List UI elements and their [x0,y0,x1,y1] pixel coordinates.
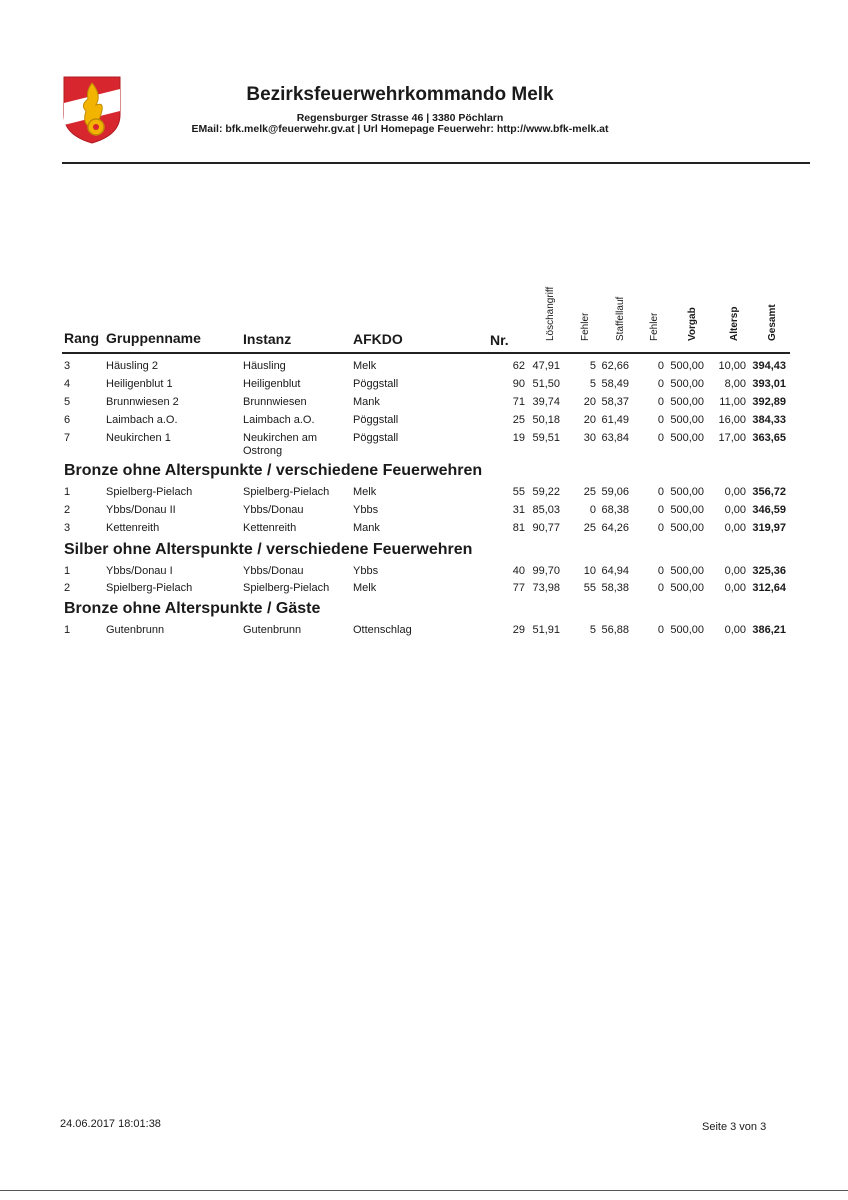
cell-altersp: 0,00 [724,504,746,516]
cell-instanz: Laimbach a.O. [243,414,315,426]
col-header-rang: Rang [64,330,99,346]
table-row [0,504,848,522]
cell-staffellauf: 68,38 [601,504,629,516]
cell-loeschangriff: 85,03 [532,504,560,516]
cell-gruppenname: Spielberg-Pielach [106,486,193,498]
cell-staffellauf: 62,66 [601,360,629,372]
table-header-divider [62,352,790,354]
col-header-altersp: Altersp [729,306,740,341]
cell-loeschangriff: 47,91 [532,360,560,372]
cell-loeschangriff: 51,50 [532,378,560,390]
cell-afkdo: Mank [353,396,380,408]
cell-afkdo: Ybbs [353,504,379,516]
cell-gruppenname: Häusling 2 [106,360,158,372]
cell-altersp: 0,00 [724,486,746,498]
cell-afkdo: Melk [353,360,377,372]
cell-rang: 5 [64,396,71,408]
section-heading: Bronze ohne Alterspunkte / Gäste [64,600,321,617]
cell-fehler-2: 0 [657,432,664,444]
table-row [0,624,848,642]
cell-nr: 71 [512,396,525,408]
cell-staffellauf: 58,38 [601,582,629,594]
section-heading: Bronze ohne Alterspunkte / verschiedene Feuerwehren [64,462,483,479]
print-timestamp: 24.06.2017 18:01:38 [60,1118,161,1130]
cell-fehler-1: 20 [583,414,596,426]
cell-fehler-2: 0 [657,360,664,372]
cell-instanz: Neukirchen am [243,432,317,444]
cell-rang: 1 [64,624,71,636]
organization-name: Bezirksfeuerwehrkommando Melk [246,84,554,105]
table-row [0,565,848,583]
cell-loeschangriff: 59,51 [532,432,560,444]
cell-instanz: Brunnwiesen [243,396,307,408]
cell-instanz: Ybbs/Donau [243,565,304,577]
col-header-loeschangriff: Löschangriff [545,286,556,341]
cell-altersp: 0,00 [724,565,746,577]
cell-instanz-line-2: Ostrong [243,445,283,457]
cell-rang: 6 [64,414,71,426]
header-divider [62,162,810,164]
cell-nr: 81 [512,522,525,534]
cell-altersp: 0,00 [724,522,746,534]
cell-nr: 77 [512,582,525,594]
cell-staffellauf: 56,88 [601,624,629,636]
cell-instanz: Kettenreith [243,522,297,534]
cell-fehler-2: 0 [657,486,664,498]
cell-nr: 62 [512,360,525,372]
cell-fehler-2: 0 [657,565,664,577]
cell-staffellauf: 64,94 [601,565,629,577]
cell-instanz: Spielberg-Pielach [243,582,330,594]
cell-nr: 90 [512,378,525,390]
cell-fehler-1: 10 [583,565,596,577]
cell-fehler-2: 0 [657,522,664,534]
col-header-gesamt: Gesamt [767,304,778,341]
cell-afkdo: Ottenschlag [353,624,412,636]
table-row [0,432,848,460]
cell-vorgabe: 500,00 [670,414,704,426]
cell-fehler-1: 5 [589,624,596,636]
cell-rang: 3 [64,522,71,534]
cell-fehler-2: 0 [657,378,664,390]
cell-instanz: Häusling [243,360,286,372]
cell-loeschangriff: 99,70 [532,565,560,577]
cell-fehler-2: 0 [657,396,664,408]
cell-vorgabe: 500,00 [670,378,704,390]
cell-gesamt: 394,43 [752,360,786,372]
cell-instanz: Gutenbrunn [243,624,302,636]
cell-nr: 40 [512,565,525,577]
cell-afkdo: Pöggstall [353,378,399,390]
cell-afkdo: Pöggstall [353,414,399,426]
table-row [0,582,848,600]
cell-instanz: Heiligenblut [243,378,301,390]
cell-gesamt: 386,21 [752,624,786,636]
cell-gesamt: 363,65 [752,432,786,444]
cell-fehler-1: 0 [589,504,596,516]
cell-loeschangriff: 50,18 [532,414,560,426]
cell-loeschangriff: 59,22 [532,486,560,498]
cell-instanz: Ybbs/Donau [243,504,304,516]
cell-vorgabe: 500,00 [670,504,704,516]
table-row [0,360,848,378]
cell-fehler-1: 25 [583,486,596,498]
cell-rang: 2 [64,582,71,594]
cell-gruppenname: Ybbs/Donau II [106,504,176,516]
cell-staffellauf: 58,37 [601,396,629,408]
cell-fehler-2: 0 [657,504,664,516]
cell-rang: 4 [64,378,71,390]
col-header-gruppenname: Gruppenname [106,330,201,346]
cell-gruppenname: Ybbs/Donau I [106,565,173,577]
cell-vorgabe: 500,00 [670,522,704,534]
cell-loeschangriff: 90,77 [532,522,560,534]
cell-gruppenname: Kettenreith [106,522,160,534]
cell-fehler-1: 20 [583,396,596,408]
cell-altersp: 0,00 [724,582,746,594]
cell-gruppenname: Brunnwiesen 2 [106,396,179,408]
cell-nr: 55 [512,486,525,498]
cell-staffellauf: 63,84 [601,432,629,444]
cell-altersp: 10,00 [718,360,746,372]
col-header-vorgab: Vorgab [687,307,698,341]
cell-gruppenname: Gutenbrunn [106,624,165,636]
cell-altersp: 16,00 [718,414,746,426]
table-row [0,378,848,396]
col-header-fehler-2: Fehler [649,312,660,341]
cell-nr: 25 [512,414,525,426]
cell-vorgabe: 500,00 [670,396,704,408]
cell-fehler-1: 5 [589,378,596,390]
cell-vorgabe: 500,00 [670,565,704,577]
organization-contact: EMail: bfk.melk@feuerwehr.gv.at | Url Homepage Feuerwehr: http://www.bfk-melk.at [191,123,609,135]
table-row [0,522,848,540]
cell-gesamt: 356,72 [752,486,786,498]
col-header-afkdo: AFKDO [353,331,403,347]
cell-altersp: 8,00 [724,378,746,390]
cell-loeschangriff: 39,74 [532,396,560,408]
cell-altersp: 17,00 [718,432,746,444]
cell-rang: 3 [64,360,71,372]
cell-nr: 31 [512,504,525,516]
page-bottom-edge [0,1190,848,1191]
cell-altersp: 11,00 [719,396,746,408]
cell-vorgabe: 500,00 [670,360,704,372]
cell-fehler-1: 30 [583,432,596,444]
section-heading: Silber ohne Alterspunkte / verschiedene Feuerwehren [64,541,473,558]
cell-rang: 1 [64,486,71,498]
cell-loeschangriff: 51,91 [532,624,560,636]
cell-gesamt: 319,97 [752,522,786,534]
cell-fehler-2: 0 [657,624,664,636]
cell-afkdo: Melk [353,486,377,498]
col-header-nr: Nr. [490,332,509,348]
cell-fehler-2: 0 [657,582,664,594]
cell-afkdo: Melk [353,582,377,594]
cell-instanz: Spielberg-Pielach [243,486,330,498]
cell-gesamt: 393,01 [752,378,786,390]
cell-staffellauf: 59,06 [601,486,629,498]
col-header-fehler-1: Fehler [580,312,591,341]
cell-nr: 19 [512,432,525,444]
cell-gruppenname: Spielberg-Pielach [106,582,193,594]
cell-gesamt: 346,59 [752,504,786,516]
cell-rang: 2 [64,504,71,516]
cell-fehler-1: 5 [589,360,596,372]
cell-altersp: 0,00 [724,624,746,636]
col-header-staffellauf: Staffellauf [615,296,626,341]
cell-gesamt: 325,36 [752,565,786,577]
cell-rang: 1 [64,565,71,577]
cell-fehler-2: 0 [657,414,664,426]
table-row [0,414,848,432]
page-number: Seite 3 von 3 [702,1121,767,1133]
col-header-instanz: Instanz [243,331,292,347]
cell-gruppenname: Laimbach a.O. [106,414,178,426]
cell-afkdo: Pöggstall [353,432,399,444]
cell-fehler-1: 55 [583,582,596,594]
cell-nr: 29 [512,624,525,636]
cell-gesamt: 312,64 [752,582,786,594]
cell-afkdo: Mank [353,522,380,534]
organization-address: Regensburger Strasse 46 | 3380 Pöchlarn [296,112,504,124]
fire-brigade-logo [62,75,122,145]
cell-fehler-1: 25 [583,522,596,534]
table-row [0,486,848,504]
cell-gesamt: 384,33 [752,414,786,426]
cell-rang: 7 [64,432,71,444]
cell-vorgabe: 500,00 [670,582,704,594]
cell-gruppenname: Heiligenblut 1 [106,378,173,390]
cell-gesamt: 392,89 [752,396,786,408]
cell-vorgabe: 500,00 [670,486,704,498]
cell-staffellauf: 58,49 [601,378,629,390]
cell-staffellauf: 61,49 [601,414,629,426]
cell-vorgabe: 500,00 [670,432,704,444]
table-row [0,396,848,414]
cell-staffellauf: 64,26 [601,522,629,534]
cell-gruppenname: Neukirchen 1 [106,432,171,444]
cell-loeschangriff: 73,98 [532,582,560,594]
cell-vorgabe: 500,00 [670,624,704,636]
cell-afkdo: Ybbs [353,565,379,577]
